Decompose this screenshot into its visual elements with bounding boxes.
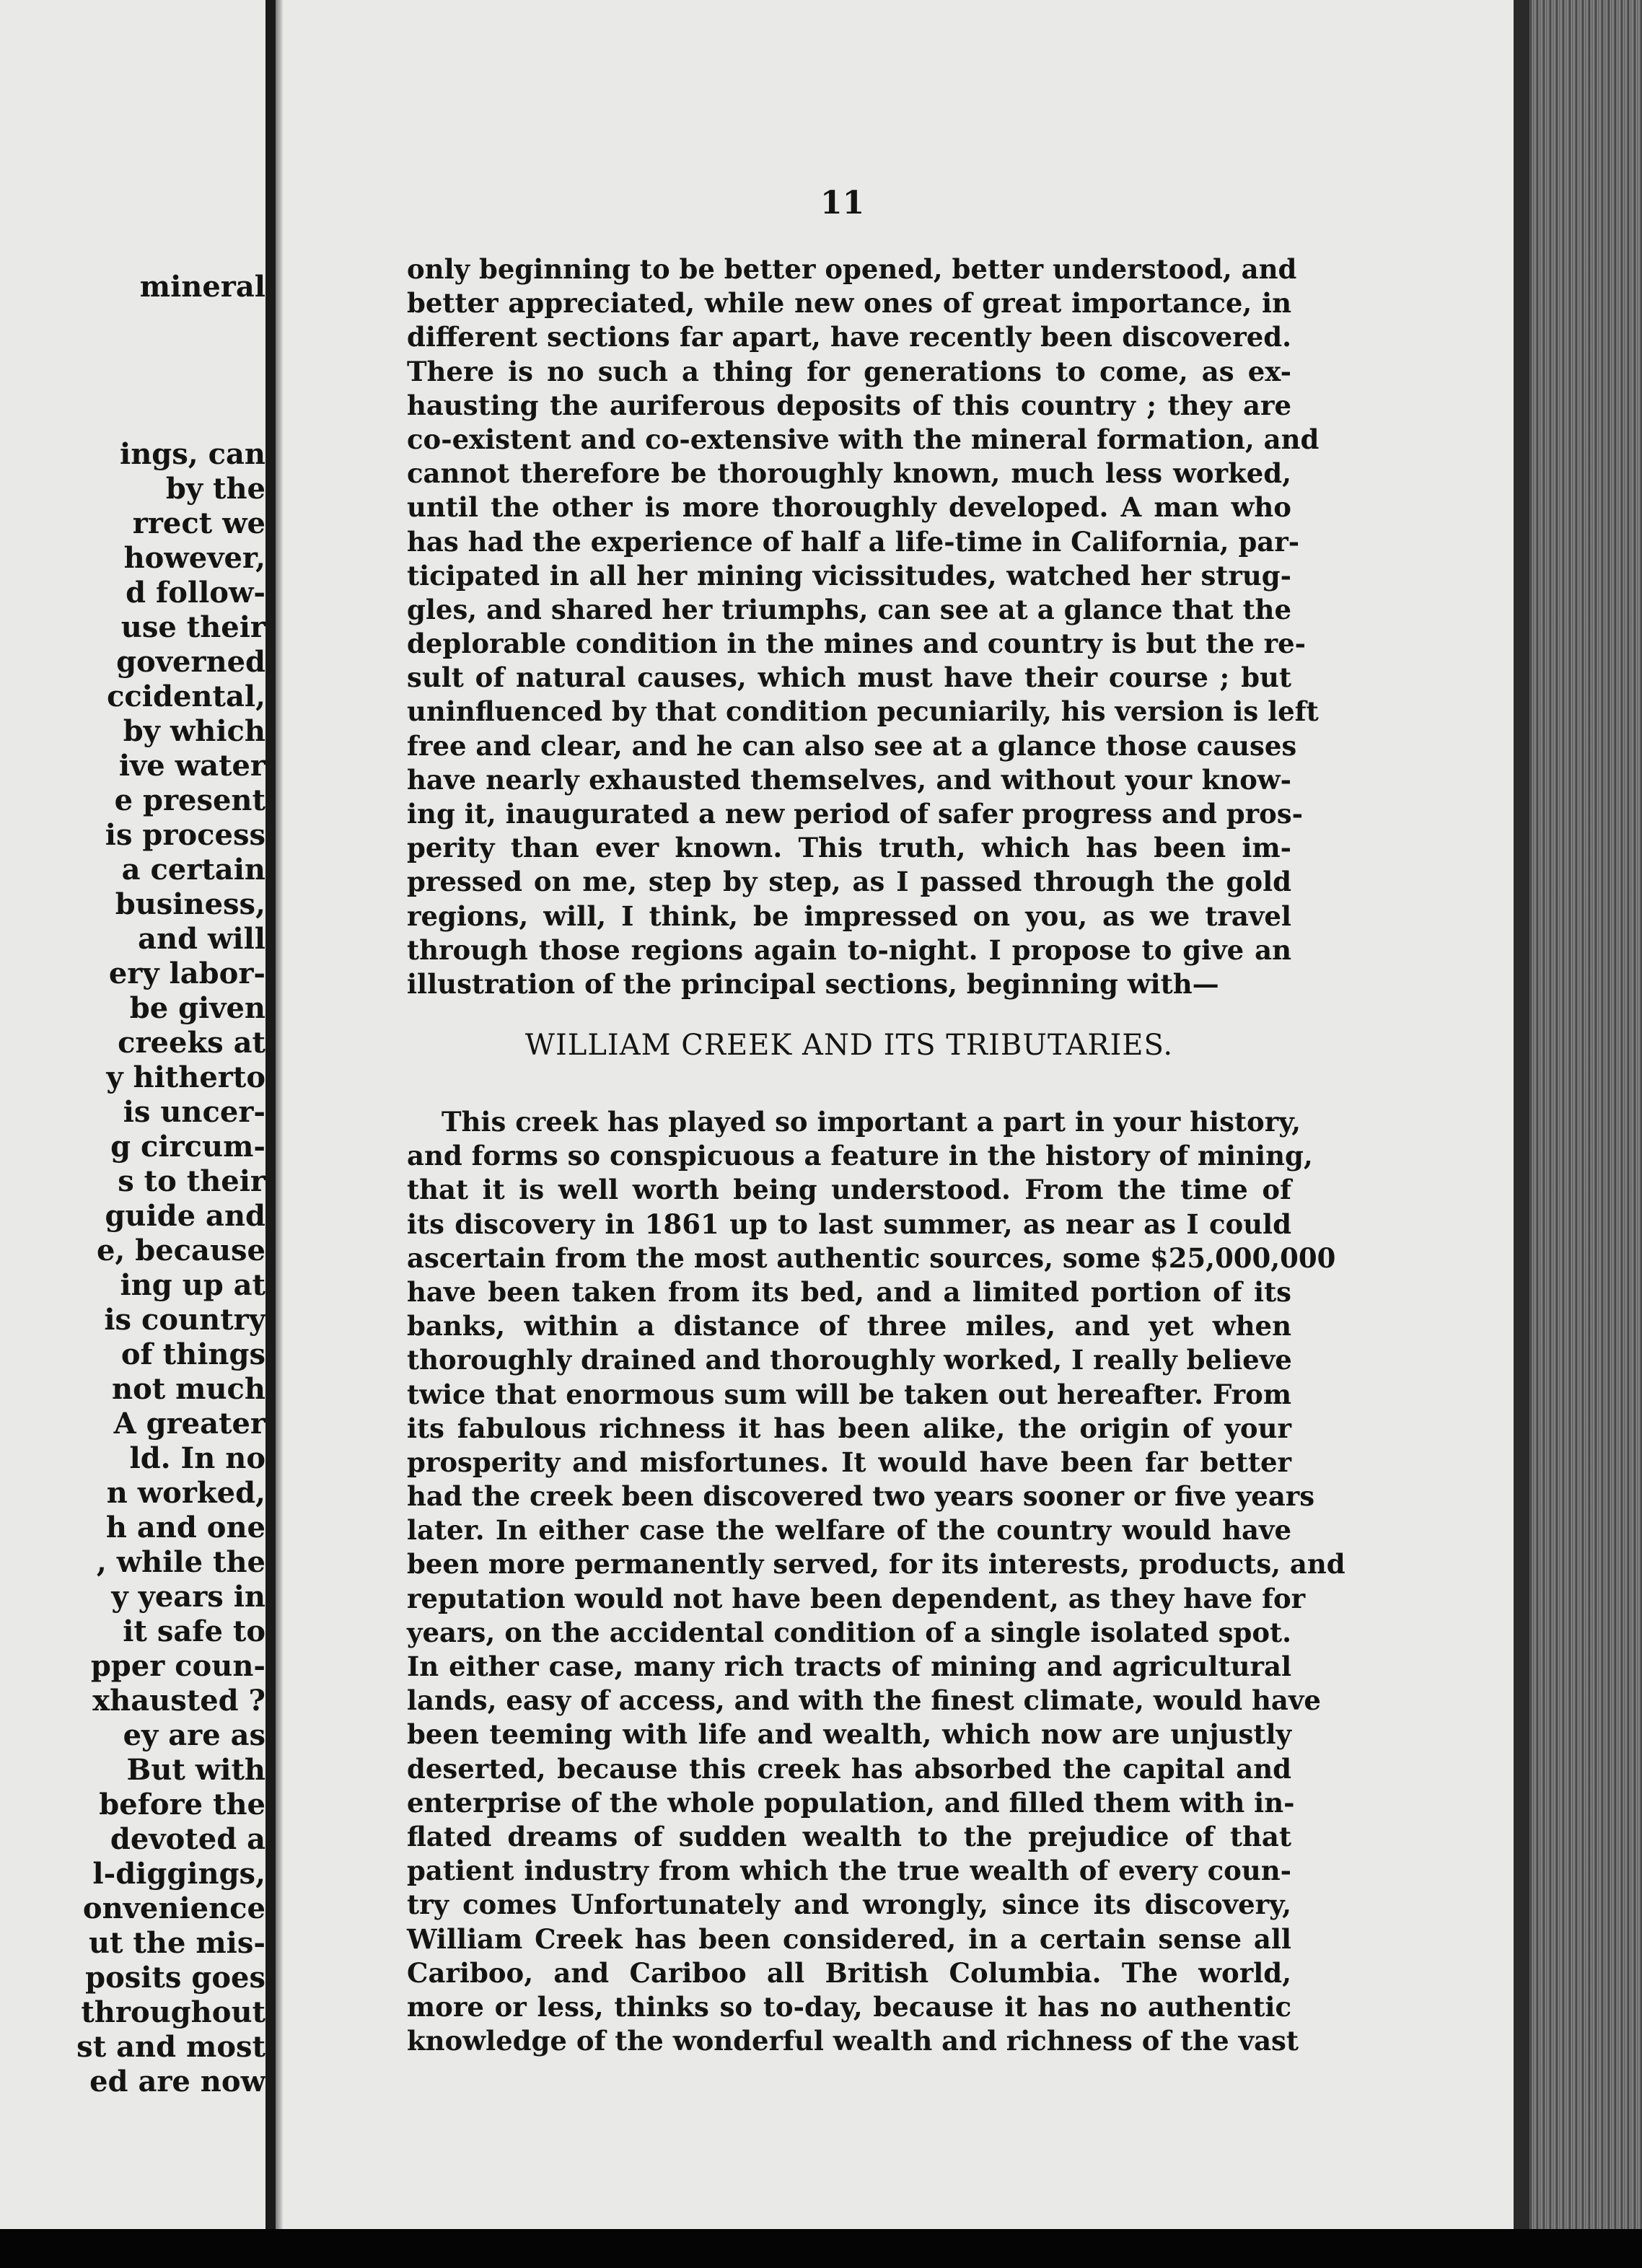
paragraph-two: [407, 1105, 1345, 2058]
left-page-line: y hitherto: [106, 1060, 265, 1094]
left-page-line: be given: [129, 991, 265, 1025]
text-line: gles, and shared her triumphs, can see at a glance that the: [407, 593, 1291, 625]
text-line: ticipated in all her mining vicissitudes, watched her strug-: [407, 559, 1291, 592]
left-page-line: , while the: [96, 1545, 265, 1579]
left-page-line: ings, can: [120, 437, 265, 471]
gutter-shadow: [276, 0, 283, 2229]
left-page-line: not much: [111, 1372, 265, 1406]
text-line: free and clear, and he can also see at a glance those causes: [407, 729, 1297, 762]
left-page-line: is uncer-: [123, 1095, 265, 1129]
text-line: deplorable condition in the mines and country is but the re-: [407, 628, 1307, 660]
left-page-line: use their: [120, 610, 265, 644]
text-line: thoroughly drained and thoroughly worked, I really believe: [407, 1344, 1292, 1376]
text-line: Cariboo, and Cariboo all British Columbia. The world,: [407, 1956, 1291, 1989]
text-line: have been taken from its bed, and a limited portion of its: [407, 1275, 1291, 1308]
text-line: This creek has played so important a part in your history,: [442, 1106, 1301, 1138]
paragraph-one: [407, 252, 1320, 1001]
left-page-line: l-diggings,: [92, 1857, 265, 1891]
left-page-line: business,: [115, 887, 265, 921]
left-page-line: and will: [138, 922, 265, 956]
text-line: been more permanently served, for its interests, products, and: [407, 1548, 1345, 1581]
book-gutter: [265, 0, 276, 2229]
left-page-line: devoted a: [110, 1822, 265, 1856]
left-page-line: it safe to: [123, 1614, 265, 1648]
text-line: sult of natural causes, which must have their course ; but: [407, 662, 1291, 694]
text-line: through those regions again to-night. I propose to give an: [407, 933, 1291, 966]
text-line: hausting the auriferous deposits of this country ; they are: [407, 389, 1291, 421]
left-page-line: ing up at: [120, 1268, 265, 1302]
text-line: William Creek has been considered, in a certain sense all: [407, 1922, 1291, 1955]
text-line: has had the experience of half a life-time in California, par-: [407, 525, 1300, 558]
text-line: perity than ever known. This truth, which has been im-: [407, 832, 1291, 864]
left-page-fragment: [0, 0, 265, 2229]
text-line: prosperity and misfortunes. It would have been far better: [407, 1446, 1291, 1478]
text-line: illustration of the principal sections, beginning with—: [407, 967, 1219, 1000]
left-page-line: xhausted ?: [92, 1684, 265, 1718]
left-page-text: [0, 0, 265, 2229]
left-page-line: st and most: [76, 2030, 265, 2064]
left-page-line: is country: [104, 1303, 265, 1337]
left-page-line: s to their: [118, 1164, 265, 1198]
left-page-line: ed are now: [89, 2065, 265, 2098]
text-line: There is no such a thing for generations to come, as ex-: [407, 355, 1291, 387]
left-page-line: creeks at: [118, 1026, 265, 1060]
left-page-line: rrect we: [132, 506, 265, 540]
text-line: later. In either case the welfare of the country would have: [407, 1514, 1291, 1547]
text-line: that it is well worth being understood. From the time of: [407, 1174, 1291, 1206]
left-page-line: h and one: [105, 1511, 265, 1544]
left-page-line: however,: [123, 541, 265, 575]
left-page-line: by the: [165, 472, 265, 506]
text-line: had the creek been discovered two years sooner or five years: [407, 1480, 1315, 1513]
text-line: and forms so conspicuous a feature in the history of mining,: [407, 1140, 1313, 1172]
section-heading: WILLIAM CREEK AND ITS TRIBUTARIES.: [524, 1029, 1174, 1062]
left-page-line: posits goes: [85, 1961, 265, 1995]
left-page-line: y years in: [111, 1580, 265, 1614]
text-line: cannot therefore be thoroughly known, much less worked,: [407, 457, 1291, 490]
text-line: ing it, inaugurated a new period of safer progress and pros-: [407, 798, 1303, 830]
left-page-line: before the: [99, 1788, 265, 1821]
text-line: uninfluenced by that condition pecuniarily, his version is left: [407, 695, 1319, 728]
left-page-line: onvenience: [82, 1891, 265, 1925]
left-page-line: ey are as: [123, 1718, 265, 1752]
text-line: different sections far apart, have recently been discovered.: [407, 321, 1291, 353]
page-number: 11: [820, 185, 865, 221]
text-line: knowledge of the wonderful wealth and richness of the vast: [407, 2025, 1299, 2057]
left-page-line: d follow-: [126, 576, 265, 610]
text-line: ascertain from the most authentic sources, some $25,000,000: [407, 1241, 1336, 1274]
text-line: patient industry from which the true wealth of every coun-: [407, 1855, 1291, 1887]
left-page-line: A greater: [113, 1407, 265, 1441]
left-page-line: throughout: [81, 1995, 265, 2029]
left-page-line: ld. In no: [129, 1441, 265, 1475]
left-page-line: n worked,: [106, 1476, 265, 1510]
text-line: In either case, many rich tracts of mining and agricultural: [407, 1651, 1291, 1682]
left-page-line: pper coun-: [90, 1649, 265, 1683]
text-line: enterprise of the whole population, and filled them with in-: [407, 1786, 1295, 1819]
text-line: flated dreams of sudden wealth to the prejudice of that: [407, 1820, 1291, 1852]
text-line: better appreciated, while new ones of great importance, in: [407, 287, 1291, 320]
left-page-line: ccidental,: [107, 680, 265, 713]
text-line: more or less, thinks so to-day, because it has no authentic: [407, 1990, 1291, 2023]
text-line: reputation would not have been dependent, as they have for: [407, 1582, 1306, 1614]
text-line: try comes Unfortunately and wrongly, since its discovery,: [407, 1889, 1291, 1921]
text-line: years, on the accidental condition of a single isolated spot.: [407, 1616, 1291, 1648]
text-line: been teeming with life and wealth, which now are unjustly: [407, 1718, 1291, 1751]
text-line: deserted, because this creek has absorbed the capital and: [407, 1752, 1291, 1785]
text-line: co-existent and co-extensive with the mineral formation, and: [407, 423, 1320, 455]
text-line: its fabulous richness it has been alike, the origin of your: [407, 1412, 1291, 1444]
text-line: pressed on me, step by step, as I passed through the gold: [407, 866, 1291, 898]
left-page-line: of things: [120, 1337, 265, 1371]
book-page-edges: [1514, 0, 1642, 2229]
left-page-line: ut the mis-: [88, 1926, 265, 1960]
left-page-line: g circum-: [110, 1130, 265, 1164]
left-page-line: by which: [123, 714, 265, 748]
text-line: regions, will, I think, be impressed on you, as we travel: [407, 900, 1291, 932]
left-page-line: e, because: [96, 1234, 265, 1267]
text-line: lands, easy of access, and with the finest climate, would have: [407, 1684, 1321, 1717]
text-line: until the other is more thoroughly developed. A man who: [407, 491, 1291, 524]
left-page-line: ery labor-: [108, 957, 265, 990]
left-page-heading: mineral: [139, 270, 265, 304]
left-page-line: guide and: [105, 1199, 265, 1233]
left-page-line: governed: [116, 645, 265, 679]
scan-bottom-border: [0, 2229, 1642, 2268]
left-page-line: But with: [126, 1753, 265, 1787]
left-page-line: is process: [105, 818, 265, 852]
text-line: only beginning to be better opened, better understood, and: [407, 253, 1297, 285]
text-line: have nearly exhausted themselves, and without your know-: [407, 763, 1291, 796]
left-page-line: ive water: [118, 749, 265, 783]
book-edge-shadow: [1514, 0, 1529, 2229]
text-line: banks, within a distance of three miles, and yet when: [407, 1310, 1291, 1342]
text-line: its discovery in 1861 up to last summer, as near as I could: [407, 1208, 1291, 1240]
left-page-line: e present: [114, 783, 265, 817]
left-page-line: a certain: [121, 853, 265, 887]
text-line: twice that enormous sum will be taken out hereafter. From: [407, 1378, 1291, 1410]
